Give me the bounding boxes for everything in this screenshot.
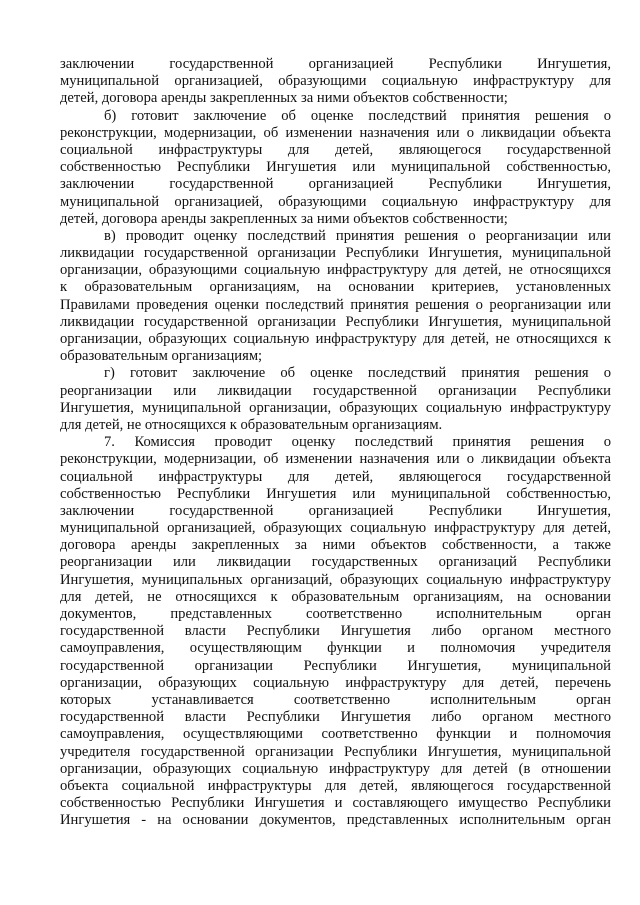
- text-line: организации, образующих социальную инфраструктуру для детей (в отношении: [60, 760, 611, 777]
- text-line: социальной инфраструктуры для детей, являющегося государственной: [60, 468, 611, 485]
- text-line: собственностью Республики Ингушетия или муниципальной собственностью,: [60, 485, 611, 502]
- text-line: муниципальной организацией, образующих социальную инфраструктуру для детей,: [60, 520, 611, 537]
- text-line: Ингушетия, муниципальной организации, образующих социальную инфраструктуру: [60, 399, 611, 416]
- text-line: государственной власти Республики Ингушетия либо органом местного: [60, 623, 611, 640]
- text-line: организации, образующих социальную инфраструктуру для детей, не относящихся к: [60, 331, 611, 347]
- text-line: самоуправления, осуществляющим функции и полномочия учредителя: [60, 640, 611, 657]
- text-line: организации, образующих социальную инфраструктуру для детей, перечень: [60, 674, 611, 691]
- text-line: заключении государственной организацией Республики Ингушетия,: [60, 502, 611, 519]
- text-line: Ингушетия - на основании документов, представленных исполнительным орган: [60, 812, 611, 829]
- text-line: реорганизации или ликвидации государственной организации Республики: [60, 382, 611, 399]
- text-line: собственностью Республики Ингушетия или муниципальной собственностью,: [60, 159, 611, 176]
- text-line: детей, договора аренды закрепленных за ними объектов собственности;: [60, 90, 508, 107]
- text-line: государственной организации Республики Ингушетия, муниципальной: [60, 657, 611, 674]
- body-text: [60, 56, 611, 829]
- text-line: организации, образующими социальную инфраструктуру для детей, не относящихся: [60, 262, 611, 279]
- text-line: для детей, не относящихся к образовательным организациям, на основании: [60, 588, 611, 605]
- text-line: документов, представленных соответственно исполнительным орган: [60, 606, 611, 622]
- text-line: г) готовит заключение об оценке последствий принятия решения о: [104, 365, 611, 382]
- text-line: образовательным организациям;: [60, 348, 263, 365]
- text-line: б) готовит заключение об оценке последствий принятия решения о: [104, 107, 611, 124]
- text-line: реорганизации или ликвидации государственных организаций Республики: [60, 554, 611, 571]
- text-line: государственной власти Республики Ингушетия либо органом местного: [60, 709, 611, 726]
- text-line: учредителя государственной организации Республики Ингушетия, муниципальной: [60, 743, 611, 760]
- text-line: муниципальной организацией, образующими социальную инфраструктуру для: [60, 73, 611, 90]
- text-line: к образовательным организациям, на основании критериев, установленных: [60, 279, 611, 296]
- text-line: реконструкции, модернизации, об изменении назначения или о ликвидации объекта: [60, 124, 611, 141]
- text-line: в) проводит оценку последствий принятия решения о реорганизации или: [104, 227, 611, 244]
- text-line: самоуправления, осуществляющими соответственно функции и полномочия: [60, 726, 611, 743]
- text-line: объекта социальной инфраструктуры для детей, являющегося государственной: [60, 777, 611, 794]
- text-line: собственностью Республики Ингушетия и составляющего имущество Республики: [60, 795, 611, 812]
- text-line: социальной инфраструктуры для детей, являющегося государственной: [60, 141, 611, 158]
- text-line: Правилами проведения оценки последствий принятия решения о реорганизации или: [60, 296, 611, 313]
- text-line: 7. Комиссия проводит оценку последствий принятия решения о: [104, 434, 611, 451]
- text-line: муниципальной организацией, образующими социальную инфраструктуру для: [60, 193, 611, 210]
- text-line: реконструкции, модернизации, об изменении назначения или о ликвидации объекта: [60, 451, 611, 468]
- text-line: детей, договора аренды закрепленных за ними объектов собственности;: [60, 210, 508, 227]
- text-line: ликвидации государственной организации Республики Ингушетия, муниципальной: [60, 313, 611, 330]
- text-line: ликвидации государственной организации Республики Ингушетия, муниципальной: [60, 245, 611, 262]
- text-line: для детей, не относящихся к образовательным организациям.: [60, 416, 443, 433]
- text-line: Ингушетия, муниципальных организаций, образующих социальную инфраструктуру: [60, 571, 611, 588]
- text-line: заключении государственной организацией Республики Ингушетия,: [60, 176, 611, 193]
- text-line: договора аренды закрепленных за ними объектов собственности, а также: [60, 537, 611, 554]
- text-line: которых устанавливается соответственно исполнительным орган: [60, 691, 611, 708]
- text-line: заключении государственной организацией Республики Ингушетия,: [60, 56, 611, 72]
